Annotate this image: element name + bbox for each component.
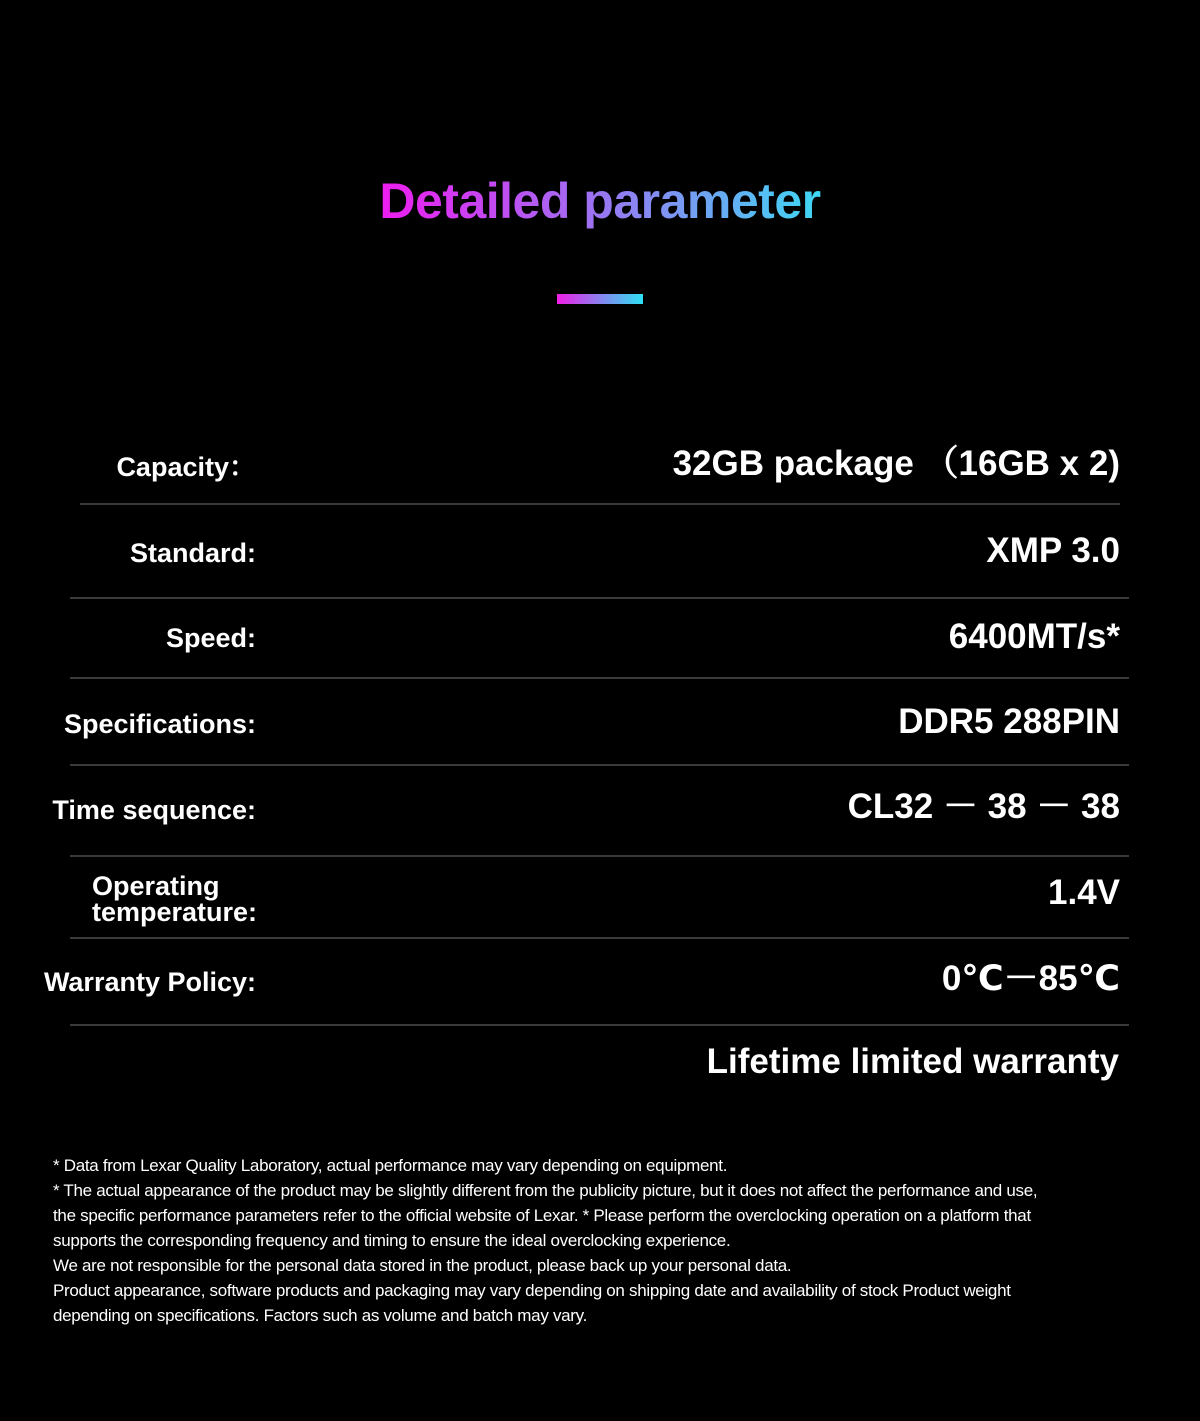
row-divider [80,503,1120,505]
capacity-value: 32GB package （16GB x 2) [672,444,1120,483]
time-sequence-value: CL32 － 38 － 38 [847,787,1120,826]
page-title-text: Detailed parameter [379,173,821,229]
speed-label: Speed: [165,623,256,653]
title-accent-bar [557,294,643,304]
operating-label-line1: Operating [92,871,220,901]
specifications-value: DDR5 288PIN [898,702,1120,741]
footnote-line: We are not responsible for the personal data stored in the product, please back up your personal data. [53,1256,792,1275]
row-divider [70,597,1129,599]
footnote-line: * The actual appearance of the product may be slightly different from the publicity picture, but it does not affect the performance and use, [53,1181,1038,1200]
operating-label-line2: temperature: [92,897,258,927]
row-divider [70,855,1129,857]
row-divider [70,937,1129,939]
standard-value: XMP 3.0 [986,531,1120,570]
footnote-line: depending on specifications. Factors such as volume and batch may vary. [53,1306,588,1325]
footnote-line: * Data from Lexar Quality Laboratory, actual performance may vary depending on equipment. [53,1156,728,1175]
footnote-line: supports the corresponding frequency and timing to ensure the ideal overclocking experience. [53,1231,731,1250]
speed-value: 6400MT/s* [948,617,1120,656]
footnote-line: the specific performance parameters refer to the official website of Lexar. * Please perform the overclocking operation on a platform that [53,1206,1031,1225]
warranty-policy-value: 0℃－85℃ [941,959,1120,998]
operating-temperature-value: 1.4V [1048,873,1120,912]
capacity-label: Capacity： [116,452,256,482]
footnotes [53,1153,1113,1328]
row-divider [70,677,1129,679]
row-divider [70,1024,1129,1026]
time-sequence-label: Time sequence: [52,795,256,825]
footnote-line: Product appearance, software products and packaging may vary depending on shipping date and availability of stock Product weight [53,1281,1011,1300]
specifications-label: Specifications: [63,709,256,739]
page-title [0,170,1200,232]
operating-temperature-label [92,873,257,925]
standard-label: Standard: [129,538,256,568]
row-divider [70,764,1129,766]
warranty-policy-label: Warranty Policy: [43,967,256,997]
warranty-extra-value: Lifetime limited warranty [706,1042,1119,1081]
